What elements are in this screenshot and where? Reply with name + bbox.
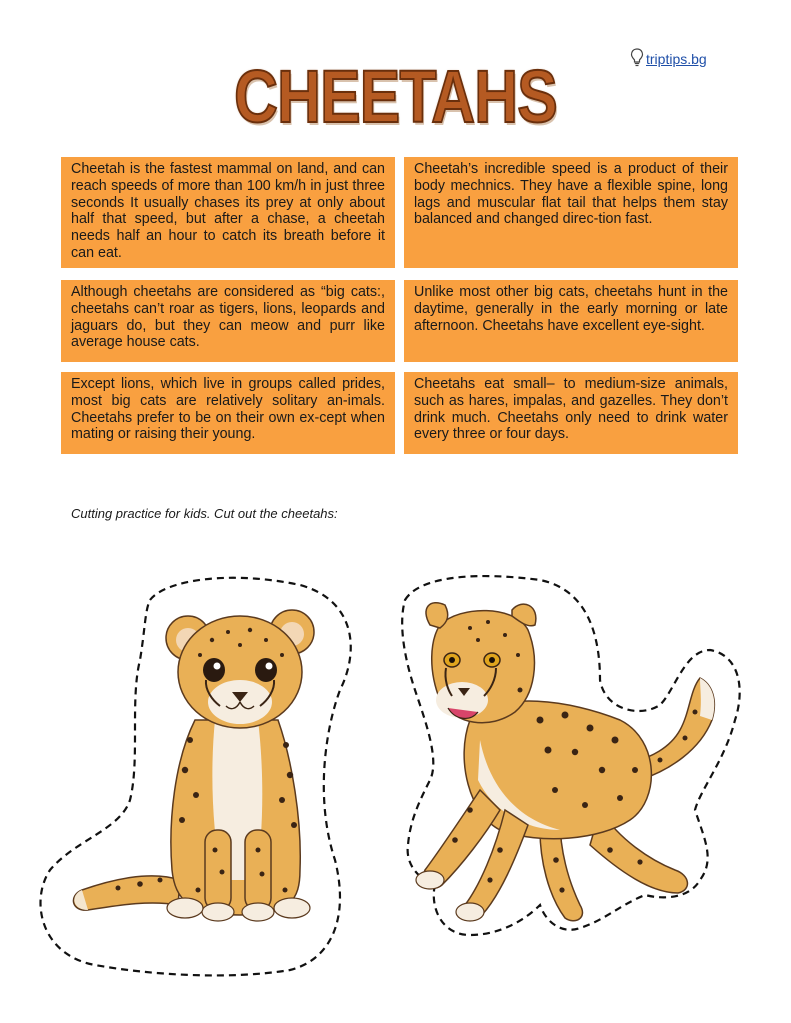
fact-box: Unlike most other big cats, cheetahs hunt in the daytime, generally in the early morning or late afternoon. Cheetahs have excellent eye-sight.: [404, 280, 738, 362]
cheetah-illustrations: [0, 560, 791, 1000]
fact-box: Cheetahs eat small– to medium-size animals, such as hares, impalas, and gazelles. They don’t drink much. Cheetahs only need to drink water every three or four days.: [404, 372, 738, 454]
page-title: CHEETAHS: [234, 55, 557, 138]
fact-box: Except lions, which live in groups called prides, most big cats are relatively solitary an-imals. Cheetahs prefer to be on their own ex-cept when mating or raising their young.: [61, 372, 395, 454]
fact-box: Cheetah is the fastest mammal on land, and can reach speeds of more than 100 km/h in just three seconds It usually chases its prey at only about half that speed, but after a chase, a cheetah needs half an hour to catch its breath before it can eat.: [61, 157, 395, 268]
sitting-cheetah-cub: [73, 610, 314, 921]
fact-box: Cheetah’s incredible speed is a product of their body mechnics. They have a flexible spine, long lags and muscular flat tail that helps them stay balanced and changed direc-tion fast.: [404, 157, 738, 268]
logo-link[interactable]: triptips.bg: [646, 51, 707, 67]
running-cheetah: [416, 603, 714, 921]
cutting-caption: Cutting practice for kids. Cut out the cheetahs:: [71, 506, 338, 521]
fact-box: Although cheetahs are considered as “big cats:, cheetahs can’t roar as tigers, lions, leopards and jaguars do, but they can meow and purr like average house cats.: [61, 280, 395, 362]
